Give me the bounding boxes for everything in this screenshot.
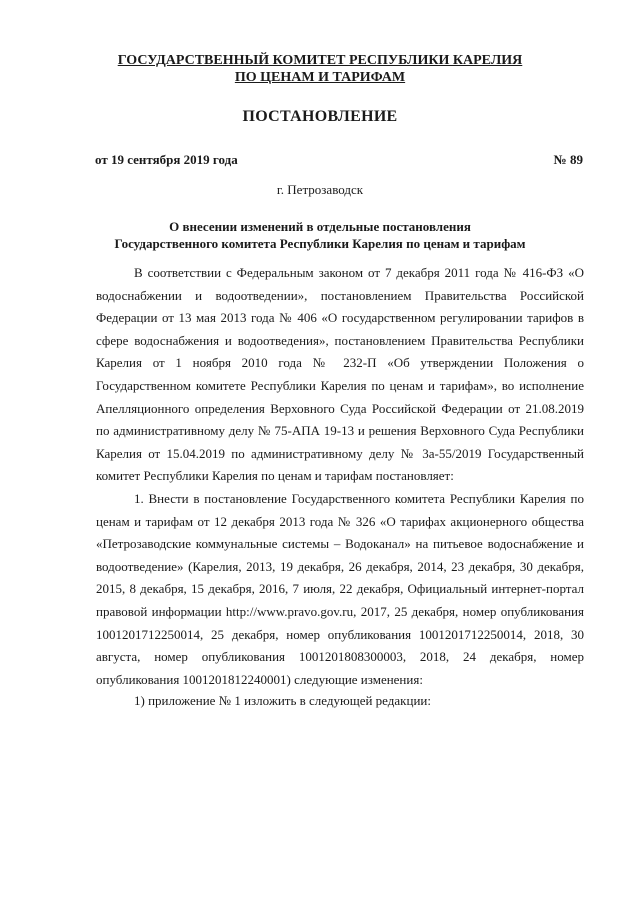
issuer-header [0, 52, 640, 86]
subject-line-2: Государственного комитета Республики Карелия по ценам и тарифам [114, 236, 526, 251]
issuer-line-1: ГОСУДАРСТВЕННЫЙ КОМИТЕТ РЕСПУБЛИКИ КАРЕЛИЯ [117, 53, 523, 68]
clause-1-paragraph: 1. Внести в постановление Государственного комитета Республики Карелия по ценам и тарифам от 12 декабря 2013 года № 326 «О тарифах акционерного общества «Петрозаводские коммунальные системы – Водоканал» на питьевое водоснабжение и водоотведение» (Карелия, 2013, 19 декабря, 26 декабря, 2014, 23 декабря, 30 декабря, 2015, 8 декабря, 15 декабря, 2016, 7 июля, 22 декабря, Официальный интернет-портал правовой информации http://www.pravo.gov.ru, 2017, 25 декабря, номер опубликования 1001201712250014, 25 декабря, номер опубликования 1001201712250014, 2018, 30 августа, номер опубликования 1001201808300003, 2018, 24 декабря, номер опубликования 1001201812240001) следующие изменения: [96, 491, 584, 687]
document-type-title: ПОСТАНОВЛЕНИЕ [242, 108, 398, 125]
subject-line-1: О внесении изменений в отдельные постановления [169, 219, 471, 234]
document-city: г. Петрозаводск [276, 182, 364, 197]
document-subject [0, 218, 640, 252]
document-date: от 19 сентября 2019 года [95, 152, 238, 167]
clause-1-1-paragraph: 1) приложение № 1 изложить в следующей редакции: [134, 693, 431, 708]
issuer-line-2: ПО ЦЕНАМ И ТАРИФАМ [234, 70, 406, 85]
preamble-paragraph: В соответствии с Федеральным законом от 7 декабря 2011 года № 416-ФЗ «О водоснабжении и водоотведении», постановлением Правительства Российской Федерации от 13 мая 2013 года № 406 «О государственном регулировании тарифов в сфере водоснабжения и водоотведения», постановлением Правительства Республики Карелия от 1 ноября 2010 года № 232-П «Об утверждении Положения о Государственном комитете Республики Карелия по ценам и тарифам», во исполнение Апелляционного определения Верховного Суда Российской Федерации от 21.08.2019 по административному делу № 75-АПА 19-13 и решения Верховного Суда Республики Карелия от 15.04.2019 по административному делу № 3а-55/2019 Государственный комитет Республики Карелия по ценам и тарифам постановляет: [96, 265, 584, 484]
document-number: № 89 [553, 152, 583, 167]
